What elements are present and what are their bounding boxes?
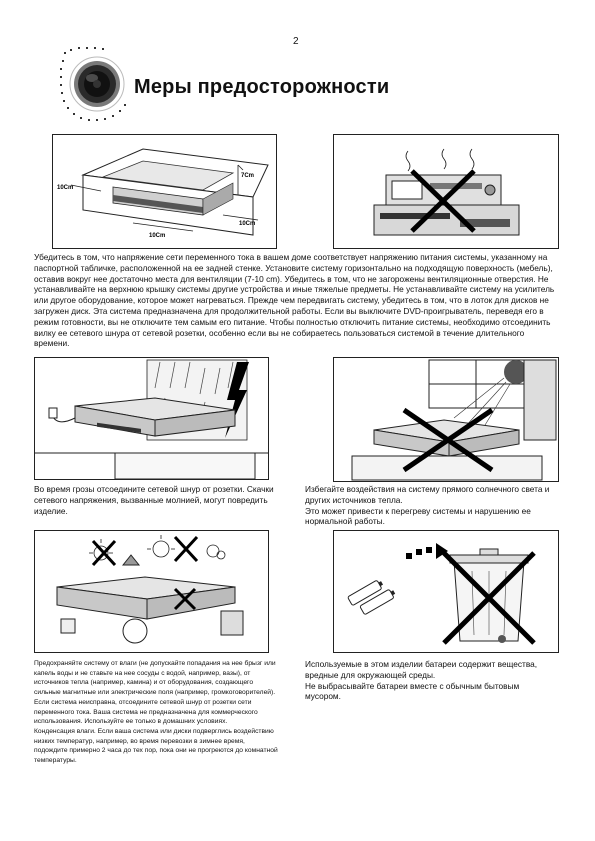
installation-paragraph: Убедитесь в том, что напряжение сети переменного тока в вашем доме соответствует напряжению питания системы, указанному на паспортной табличке, расположенной на ее задней стенке. Установите систему горизонтально на подходящую поверхность (мебель), оставив вокруг нее достаточно места для вентиляции (7-10 cm). Убедитесь в том, что не загорожены вентиляционные отверстия. Не устанавливайте на верхнюю крышку системы другие устройства и иные тяжелые предметы. Не устанавливайте систему на усилитель или другое оборудование, которое может нагреваться. Прежде чем передвигать систему, убедитесь в том, что в лоток для дисков не загружен диск. Эта система предназначена для продолжительной работы. Если вы выключите DVD-проигрыватель, переведя его в режим готовности, вы не отключите тем самым его питание. Чтобы полностью отключить питание системы, необходимо отсоединить вилку ее сетевого шнура от сетевой розетки, особенно если вы не собираетесь пользоваться системой в течение длительного времени. [34, 252, 555, 349]
installation-instructions [34, 252, 559, 349]
ventilation-illustration [52, 134, 277, 249]
battery-caption-line-2: Не выбрасывайте батареи вместе с обычным бытовым мусором. [305, 680, 520, 702]
battery-caption-line-1: Используемые в этом изделии батареи содержит вещества, вредные для окружающей среды. [305, 659, 538, 680]
no-stacking-illustration [333, 134, 559, 249]
clearance-top-label: 7Cm [241, 173, 255, 179]
battery-caption [305, 659, 557, 702]
battery-disposal-illustration [333, 530, 559, 653]
page-title: Меры предосторожности [134, 76, 390, 98]
condensation-caption-text: Конденсация влаги. Если ваша система или диски подверглись воздействию низких температур, например, во время перевозки в зимнее время, подождите примерно 2 часа до тех пор, пока они не прогреются до комнатной температуры. [34, 727, 278, 765]
sunlight-caption [305, 484, 557, 527]
clearance-right-label: 10Cm [239, 221, 256, 227]
clearance-left-label: 10Cm [57, 185, 74, 191]
speaker-logo-icon [58, 46, 134, 122]
sunlight-caption-line-1: Избегайте воздействия на систему прямого солнечного света и других источников тепла. [305, 484, 550, 505]
moisture-caption [34, 659, 279, 766]
moisture-caption-text: Предохраняйте систему от влаги (не допускайте попадания на нее брызг или капель воды и не ставьте на нее сосуды с водой, например, вазы), от источников тепла (например, камина) и от оборудования, создающего сильные магнитные или электрические поля (например, громкоговорителей). Если система неисправна, отсоедините сетевой шнур от розетки сети переменного тока. Ваша система не предназначена для коммерческого использования. Используйте ее только в домашних условиях. [34, 660, 276, 726]
clearance-front-label: 10Cm [149, 233, 166, 239]
page-number: 2 [293, 36, 299, 47]
moisture-illustration [34, 530, 269, 653]
lightning-illustration [34, 357, 269, 480]
lightning-caption [34, 484, 279, 516]
sunlight-illustration [333, 357, 559, 482]
sunlight-caption-line-2: Это может привести к перегреву системы и нарушению ее нормальной работы. [305, 505, 531, 527]
lightning-caption-text: Во время грозы отсоедините сетевой шнур от розетки. Скачки сетевого напряжения, вызванные молнией, могут повредить изделие. [34, 484, 274, 516]
